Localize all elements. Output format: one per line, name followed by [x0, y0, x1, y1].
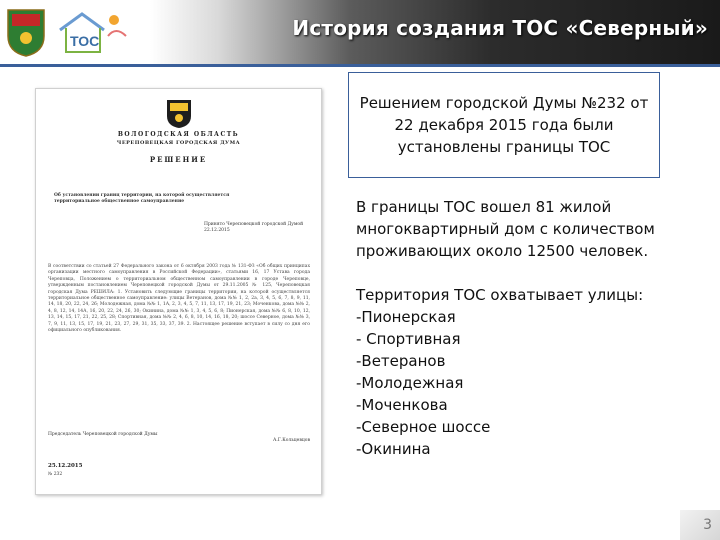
- signature-name: А.Г.Кольцевцов: [273, 438, 310, 443]
- coat-of-arms-icon: [8, 10, 44, 56]
- streets-intro: Территория ТОС охватывает улицы:: [356, 286, 644, 304]
- document-body: В соответствии со статьей 27 Федерального закона от 6 октября 2003 года № 131-ФЗ «Об общих принципах организации местного самоуправления в Российской Федерации», статьями 16, 17 Устава города Череповца, Положением о территориальном общественном самоуправлении в городе Череповце, утвержденным постановлением Череповецкой городской Думы от 29.11.2005 № 125, Череповецкая городская Дума РЕШИЛА: 1. Установить следующие границы территории, на которой осуществляется территориальное общественное самоуправление: улицы Ветеранов, дома №№ 1, 2, 2а, 3, 4, 5, 6, 7, 8, 9, 11, 14, 18, 20, 22, 24, 26; Молодежная, дома №№ 1, 1А, 2, 3, 4, 5, 7, 11, 13, 17, 19, 21, 23; Моченкова, дома №№ 2, 4, 8, 12, 14, 14А, 16, 20, 22, 24, 26, 30; Окинина, дома №№ 1, 3, 4, 5, 6, 8; Пионерская, дома №№ 6, 8, 10, 12, 13, 14, 15, 17, 21, 22, 25, 28; Спортивная, дома №№ 2, 4, 6, 8, 10, 14, 16, 18, 20; шоссе Северное, дома №№ 3, 7, 9, 11, 13, 15, 17, 19, 21, 23, 27, 29, 31, 35, 33, 37, 39. 2. Настоящее решение вступает в силу со дня его официального опубликования.: [48, 264, 310, 334]
- tos-logo-text: ТОС: [70, 33, 100, 49]
- streets-list: [356, 306, 666, 460]
- street-item: -Окинина: [356, 440, 431, 458]
- decision-document-image: [35, 88, 322, 495]
- title-bar: [150, 0, 720, 64]
- houses-paragraph: В границы ТОС вошел 81 жилой многоквартирный дом с количеством проживающих около 12500 человек.: [356, 198, 655, 260]
- logo-emblems: [4, 6, 144, 58]
- page-number-badge: [680, 510, 720, 540]
- document-region: ВОЛОГОДСКАЯ ОБЛАСТЬ: [117, 131, 240, 138]
- street-item: -Молодежная: [356, 374, 464, 392]
- slide-title: История создания ТОС «Северный»: [292, 16, 708, 40]
- decision-callout-box: [348, 72, 660, 178]
- street-item: -Ветеранов: [356, 352, 446, 370]
- street-item: -Северное шоссе: [356, 418, 491, 436]
- header: [0, 0, 720, 64]
- tos-logo-icon: [60, 14, 126, 52]
- page-number: 3: [703, 517, 712, 533]
- document-date: 25.12.2015: [48, 463, 83, 469]
- document-type: РЕШЕНИЕ: [149, 155, 208, 164]
- city-crest-icon: [166, 99, 192, 129]
- signature-title: Председатель Череповецкой городской Думы: [48, 432, 158, 437]
- street-item: - Спортивная: [356, 330, 461, 348]
- street-item: -Моченкова: [356, 396, 448, 414]
- document-signature: [48, 432, 310, 443]
- header-divider: [0, 64, 720, 67]
- document-number: № 232: [48, 472, 63, 477]
- decision-callout-text: Решением городской Думы №232 от 22 декабря 2015 года были установлены границы ТОС: [359, 94, 649, 156]
- streets-paragraph: [356, 284, 666, 460]
- document-accepted: Принято Череповецкой городской Думой 22.12.2015: [204, 222, 304, 233]
- street-item: -Пионерская: [356, 308, 456, 326]
- document-council: ЧЕРЕПОВЕЦКАЯ ГОРОДСКАЯ ДУМА: [116, 140, 241, 146]
- document-subject: Об установлении границ территории, на которой осуществляется территориальное общественное самоуправление: [54, 193, 230, 204]
